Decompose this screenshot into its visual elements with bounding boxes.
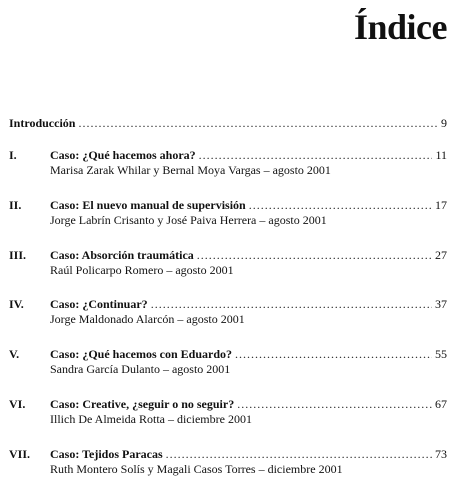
dot-leader — [199, 148, 433, 162]
entry-title: Caso: Creative, ¿seguir o no seguir? — [50, 397, 235, 411]
entry-number: III. — [9, 248, 27, 262]
entry-number: VI. — [9, 397, 26, 411]
toc-entry-6[interactable] — [9, 397, 447, 427]
entry-page-number: 11 — [435, 148, 447, 162]
dot-leader — [249, 198, 432, 212]
toc-entry-1[interactable] — [9, 148, 447, 178]
toc-entry-4[interactable] — [9, 297, 447, 327]
entry-title: Caso: Absorción traumática — [50, 248, 194, 262]
entry-authors: Marisa Zarak Whilar y Bernal Moya Vargas – agosto 2001 — [50, 163, 331, 177]
entry-authors: Raúl Policarpo Romero – agosto 2001 — [50, 263, 234, 277]
toc-entry-5[interactable] — [9, 347, 447, 377]
introduction-label: Introducción — [9, 116, 76, 130]
table-of-contents — [9, 116, 447, 476]
dot-leader — [197, 248, 432, 262]
page-title: Índice — [353, 7, 447, 47]
entry-authors: Ruth Montero Solís y Magali Casos Torres – diciembre 2001 — [50, 462, 343, 476]
entry-title: Caso: El nuevo manual de supervisión — [50, 198, 246, 212]
entry-number: VII. — [9, 447, 31, 461]
entry-title: Caso: ¿Continuar? — [50, 297, 148, 311]
entry-authors: Illich De Almeida Rotta – diciembre 2001 — [50, 412, 252, 426]
entry-page-number: 55 — [435, 347, 447, 361]
entry-authors: Jorge Labrín Crisanto y José Paiva Herrera – agosto 2001 — [50, 213, 327, 227]
entry-page-number: 73 — [435, 447, 447, 461]
entry-page-number: 17 — [435, 198, 447, 212]
dot-leader — [166, 447, 432, 461]
dot-leader — [235, 347, 432, 361]
entry-number: V. — [9, 347, 20, 361]
entry-page-number: 37 — [435, 297, 447, 311]
entry-page-number: 27 — [435, 248, 447, 262]
entry-title: Caso: ¿Qué hacemos ahora? — [50, 148, 196, 162]
entry-number: II. — [9, 198, 22, 212]
entry-number: I. — [9, 148, 17, 162]
dot-leader — [237, 397, 432, 411]
entry-page-number: 67 — [435, 397, 447, 411]
introduction-page-number: 9 — [441, 116, 447, 130]
entry-authors: Sandra García Dulanto – agosto 2001 — [50, 362, 231, 376]
toc-entry-2[interactable] — [9, 198, 447, 228]
entry-title: Caso: ¿Qué hacemos con Eduardo? — [50, 347, 233, 361]
toc-entry-7[interactable] — [9, 447, 447, 477]
dot-leader — [151, 297, 432, 311]
toc-entry-introduction[interactable] — [9, 116, 447, 130]
toc-entry-3[interactable] — [9, 248, 447, 278]
dot-leader — [78, 116, 438, 130]
entry-number: IV. — [9, 297, 24, 311]
entry-title: Caso: Tejidos Paracas — [50, 447, 163, 461]
entry-authors: Jorge Maldonado Alarcón – agosto 2001 — [50, 312, 245, 326]
